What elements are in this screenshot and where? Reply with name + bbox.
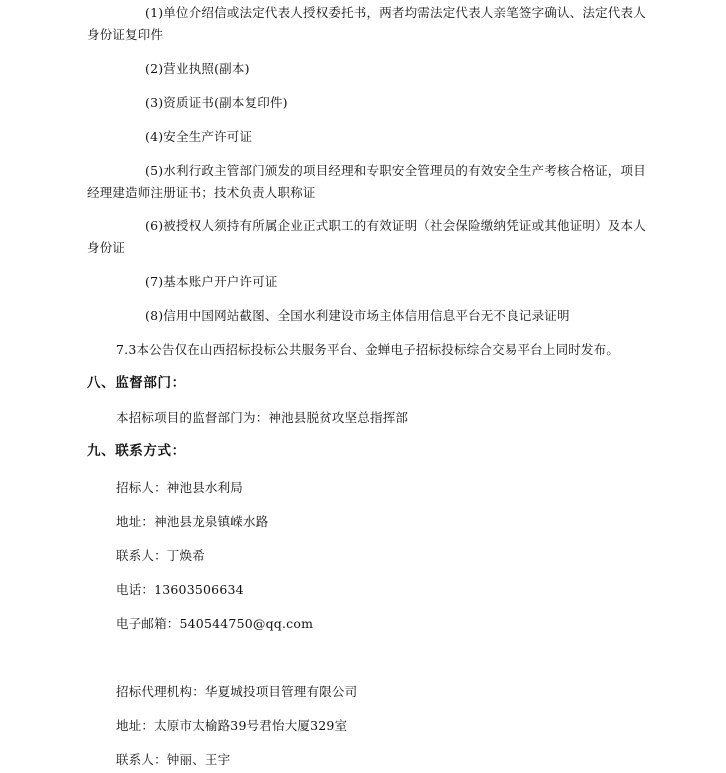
section-8-heading: 八、监督部门： [87, 375, 186, 391]
qualification-item-5-continued: 经理建造师注册证书；技术负责人职称证 [87, 185, 316, 200]
qualification-item-6-continued: 身份证 [87, 240, 126, 255]
tenderer-address: 地址：神池县龙泉镇嵘水路 [116, 514, 269, 529]
tenderer-email: 电子邮箱：540544750@qq.com [116, 616, 314, 631]
agency-contact-person: 联系人：钟丽、王宇 [116, 752, 231, 767]
qualification-item-1-continued: 身份证复印件 [87, 27, 164, 42]
qualification-item-8: (8)信用中国网站截图、全国水利建设市场主体信用信息平台无不良记录证明 [145, 308, 570, 323]
qualification-item-7: (7)基本账户开户许可证 [145, 274, 278, 289]
agency-name: 招标代理机构：华夏城投项目管理有限公司 [116, 684, 358, 699]
qualification-item-6: (6)被授权人须持有所属企业正式职工的有效证明（社会保险缴纳凭证或其他证明）及本人 [145, 218, 646, 233]
tenderer-name: 招标人：神池县水利局 [116, 480, 244, 495]
qualification-item-4: (4)安全生产许可证 [145, 129, 253, 144]
section-9-heading: 九、联系方式： [87, 443, 186, 459]
tenderer-contact-person: 联系人：丁焕希 [116, 548, 205, 563]
qualification-item-3: (3)资质证书(副本复印件) [145, 95, 288, 110]
publication-note: 7.3本公告仅在山西招标投标公共服务平台、金蝉电子招标投标综合交易平台上同时发布。 [116, 342, 620, 357]
qualification-item-2: (2)营业执照(副本) [145, 61, 250, 76]
agency-address: 地址：太原市太榆路39号君怡大厦329室 [116, 718, 348, 733]
qualification-item-5: (5)水利行政主管部门颁发的项目经理和专职安全管理员的有效安全生产考核合格证，项目 [145, 163, 646, 178]
qualification-item-1: (1)单位介绍信或法定代表人授权委托书，两者均需法定代表人亲笔签字确认、法定代表人 [145, 5, 646, 20]
supervision-department-text: 本招标项目的监督部门为：神池县脱贫攻坚总指挥部 [116, 410, 409, 425]
tenderer-phone: 电话：13603506634 [116, 582, 244, 597]
